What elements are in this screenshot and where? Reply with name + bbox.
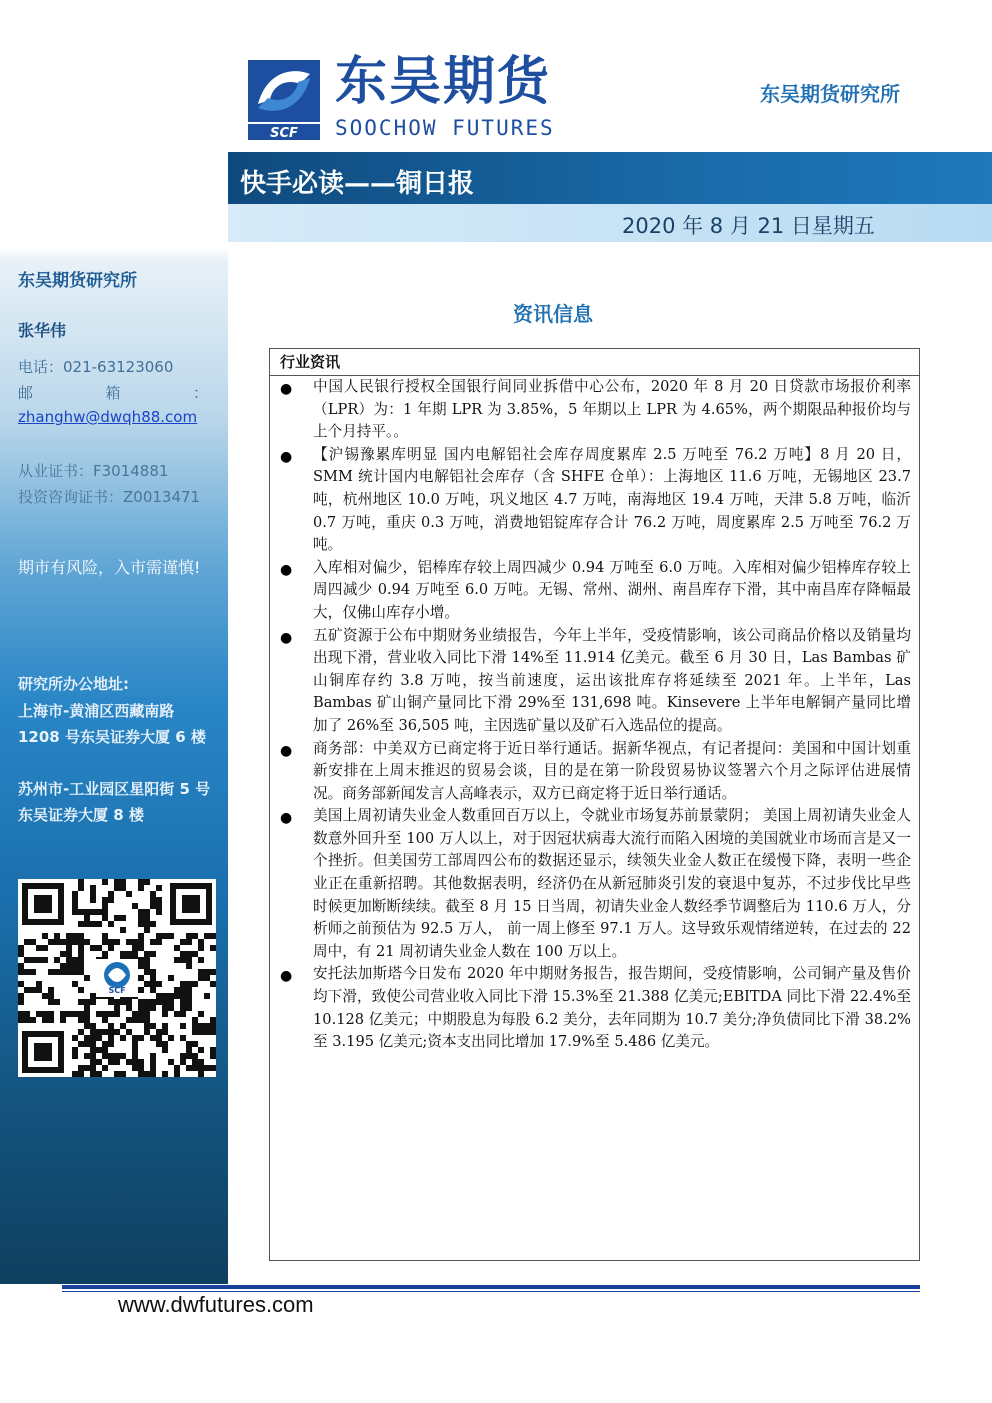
bullet-icon: ● [280,381,293,397]
sidebar [0,0,228,1284]
footer-rule [62,1285,920,1289]
email-label [18,382,208,403]
news-box [269,348,920,1261]
qr-logo-text: SCF [108,986,126,995]
bullet-icon: ● [280,629,293,646]
news-item [270,805,919,963]
bullet-icon: ● [280,968,293,985]
news-item [270,444,919,557]
news-list [270,376,919,1054]
bullet-icon: ● [280,561,293,578]
news-text: 【沪锡豫累库明显 国内电解铝社会库存周度累库 2.5 万吨至 76.2 万吨】8 月 20 日，SMM 统计国内电解铝社会库存（含 SHFE 仓单）：上海地区 11.6 万吨，无锡地区 23.7 吨，杭州地区 10.0 万吨，巩义地区 4.7 万吨，南海地区 19.4 万吨，天津 5.8 万吨，临沂 0.7 万吨，重庆 0.3 万吨，消费地铝锭库存合计 76.2 万吨，周度累库 2.5 万吨至 76.2 万吨。 [313,445,911,554]
news-item [270,963,919,1053]
risk-warning: 期市有风险，入市需谨慎! [18,558,201,577]
report-date: 2020 年 8 月 21 日星期五 [622,214,875,238]
qr-code-icon [18,879,216,1077]
bullet-icon: ● [280,742,293,759]
report-title: 快手必读——铜日报 [240,169,475,199]
office-address-label: 研究所办公地址: [18,675,129,693]
news-text: 商务部：中美双方已商定将于近日举行通话。据新华视点，有记者提问：美国和中国计划重新安排在上周末推迟的贸易会谈，目的是在第一阶段贸易协议签署六个月之际评估进展情况。商务部新闻发言人高峰表示，双方已商定将于近日举行通话。 [313,739,911,802]
bullet-icon: ● [280,810,293,827]
news-text: 安托法加斯塔今日发布 2020 年中期财务报告，报告期间，受疫情影响，公司铜产量及售价均下滑，致使公司营业收入同比下滑 15.3%至 21.388 亿美元;EBITDA 同比下滑 22.4%至 10.128 亿美元；中期股息为每股 6.2 美分，去年同期为 10.7 美分;净负债同比下滑 38.2%至 3.195 亿美元;资本支出同比增加 17.9%至 5.486 亿美元。 [313,965,911,1051]
sidebar-dept: 东吴期货研究所 [18,271,137,291]
analyst-email-link[interactable]: zhanghw@dwqh88.com [18,408,198,426]
news-item [270,557,919,625]
news-text: 美国上周初请失业金人数重回百万以上，令就业市场复苏前景蒙阴； 美国上周初请失业金人数意外回升至 100 万人以上，对于因冠状病毒大流行而陷入困境的美国就业市场而言是又一个挫折。但美国劳工部周四公布的数据还显示，续领失业金人数正在缓慢下降，表明一些企业正在重新招聘。其他数据表明，经济仍在从新冠肺炎引发的衰退中复苏，不过步伐比早些时候更加断断续续。截至 8 月 15 日当周，初请失业金人数经季节调整后为 110.6 万人，分析师之前预估为 92.5 万人， 前一周上修至 97.1 万人。这导致乐观情绪逆转，在过去的 22 周中，有 21 周初请失业金人数在 100 万以上。 [313,807,911,960]
news-item [270,738,919,806]
email-label-1: 邮 [18,384,34,402]
news-text: 入库相对偏少，铝棒库存较上周四减少 0.94 万吨至 6.0 万吨。入库相对偏少铝棒库存较上周四减少 0.94 万吨至 6.0 万吨。无锡、常州、湖州、南昌库存下滑，其中南昌库存降幅最大，仅佛山库存小增。 [313,558,911,621]
consulting-certificate: 投资咨询证书：Z0013471 [18,488,201,506]
brand-name-cn: 东吴期货 [335,52,552,112]
office-address-shanghai: 上海市-黄浦区西藏南路 1208 号东吴证券大厦 6 楼 [18,702,206,746]
email-label-3: ： [192,384,208,402]
logo-icon [248,60,334,144]
office-address-suzhou: 苏州市-工业园区星阳街 5 号东吴证券大厦 8 楼 [18,780,211,824]
news-item [270,625,919,738]
news-text: 五矿资源于公布中期财务业绩报告，今年上半年，受疫情影响，该公司商品价格以及销量均出现下滑，营业收入同比下滑 14%至 11.914 亿美元。截至 6 月 30 日，Las Bambas 矿山铜库存约 3.8 万吨，按当前速度，运出该批库存将延续至 2021 年。上半年，Las Bambas 矿山铜产量同比下滑 29%至 131,698 吨。Kinsevere 上半年电解铜产量同比增加了 26%至 36,505 吨，主因选矿量以及矿石入选品位的提高。 [313,626,911,734]
brand-name-en: SOOCHOW FUTURES [335,116,555,140]
footer-website-link[interactable]: www.dwfutures.com [118,1292,314,1317]
analyst-phone: 电话：021-63123060 [18,358,174,376]
practice-certificate: 从业证书：F3014881 [18,462,169,480]
date-bar [228,204,992,242]
news-text: 中国人民银行授权全国银行间同业拆借中心公布，2020 年 8 月 20 日贷款市场报价利率（LPR）为：1 年期 LPR 为 3.85%，5 年期以上 LPR 为 4.65%，两个期限品种报价均与上个月持平。。 [313,378,911,441]
bullet-icon: ● [280,448,293,465]
news-header: 行业资讯 [270,349,919,376]
logo-text: SCF [270,126,298,141]
email-label-2: 箱 [105,384,121,402]
analyst-name: 张华伟 [18,321,67,340]
section-title: 资讯信息 [513,302,593,326]
header-institute: 东吴期货研究所 [760,82,900,106]
news-item [270,376,919,444]
